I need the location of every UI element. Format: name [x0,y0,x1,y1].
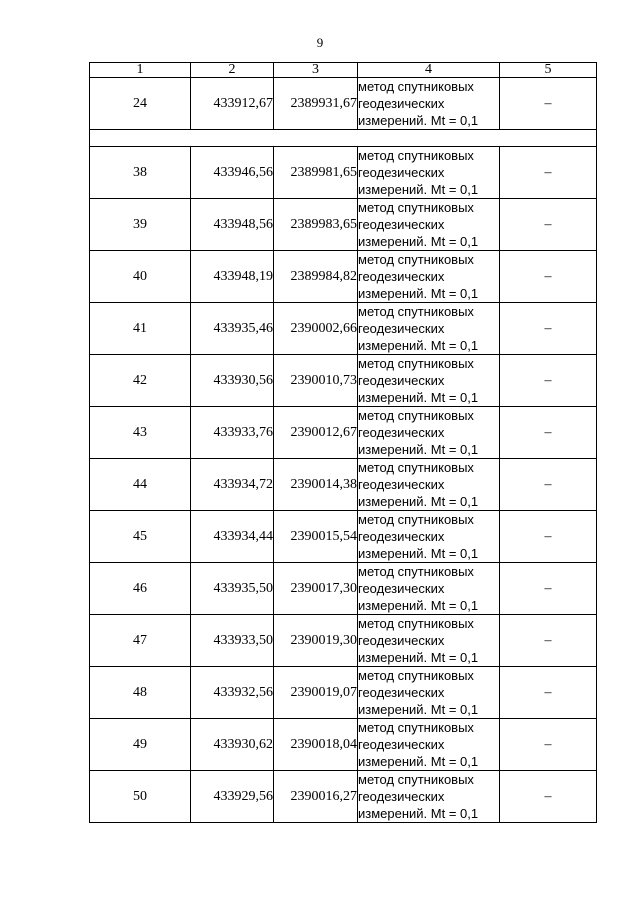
header-cell-5: 5 [500,63,597,78]
column-5-cell: – [500,147,597,199]
point-number-cell: 44 [90,459,191,511]
y-coordinate-cell: 2389931,67 [274,78,358,130]
table-row [90,407,597,459]
method-line: измерений. Mt = 0,1 [358,182,479,197]
header-cell-3: 3 [274,63,358,78]
method-line: метод спутниковых [358,512,474,527]
method-cell [358,511,500,563]
table-gap-row [90,130,597,147]
method-line: измерений. Mt = 0,1 [358,754,479,769]
method-line: геодезических [358,685,445,700]
y-coordinate-cell: 2390019,30 [274,615,358,667]
method-line: метод спутниковых [358,252,474,267]
y-coordinate-cell: 2390019,07 [274,667,358,719]
method-line: геодезических [358,789,445,804]
method-line: измерений. Mt = 0,1 [358,286,479,301]
y-coordinate-cell: 2390015,54 [274,511,358,563]
method-line: геодезических [358,477,445,492]
method-line: измерений. Mt = 0,1 [358,806,479,821]
table-header-row [90,63,597,78]
method-line: измерений. Mt = 0,1 [358,598,479,613]
y-coordinate-cell: 2390002,66 [274,303,358,355]
method-line: метод спутниковых [358,356,474,371]
method-line: геодезических [358,581,445,596]
method-line: метод спутниковых [358,668,474,683]
method-line: геодезических [358,321,445,336]
method-line: измерений. Mt = 0,1 [358,113,479,128]
method-cell [358,719,500,771]
table-row [90,355,597,407]
y-coordinate-cell: 2390014,38 [274,459,358,511]
method-line: метод спутниковых [358,200,474,215]
method-line: геодезических [358,96,445,111]
method-line: метод спутниковых [358,79,474,94]
column-5-cell: – [500,251,597,303]
method-cell [358,78,500,130]
method-cell [358,251,500,303]
point-number-cell: 39 [90,199,191,251]
table-row [90,615,597,667]
method-line: измерений. Mt = 0,1 [358,338,479,353]
y-coordinate-cell: 2389984,82 [274,251,358,303]
x-coordinate-cell: 433933,50 [191,615,274,667]
y-coordinate-cell: 2389983,65 [274,199,358,251]
method-line: метод спутниковых [358,408,474,423]
column-5-cell: – [500,199,597,251]
point-number-cell: 40 [90,251,191,303]
table-row [90,251,597,303]
point-number-cell: 49 [90,719,191,771]
method-line: геодезических [358,217,445,232]
column-5-cell: – [500,563,597,615]
x-coordinate-cell: 433935,50 [191,563,274,615]
table-row [90,511,597,563]
table-row [90,199,597,251]
method-line: измерений. Mt = 0,1 [358,546,479,561]
column-5-cell: – [500,303,597,355]
x-coordinate-cell: 433935,46 [191,303,274,355]
point-number-cell: 38 [90,147,191,199]
method-line: метод спутниковых [358,148,474,163]
column-5-cell: – [500,78,597,130]
column-5-cell: – [500,771,597,823]
method-line: измерений. Mt = 0,1 [358,650,479,665]
method-line: метод спутниковых [358,460,474,475]
point-number-cell: 42 [90,355,191,407]
point-number-cell: 46 [90,563,191,615]
table-row [90,303,597,355]
x-coordinate-cell: 433948,56 [191,199,274,251]
method-line: геодезических [358,165,445,180]
header-cell-4: 4 [358,63,500,78]
method-line: метод спутниковых [358,772,474,787]
method-line: метод спутниковых [358,720,474,735]
column-5-cell: – [500,719,597,771]
table-row [90,78,597,130]
column-5-cell: – [500,459,597,511]
method-line: измерений. Mt = 0,1 [358,234,479,249]
method-line: геодезических [358,269,445,284]
method-cell [358,615,500,667]
y-coordinate-cell: 2389981,65 [274,147,358,199]
method-line: геодезических [358,737,445,752]
point-number-cell: 43 [90,407,191,459]
method-line: измерений. Mt = 0,1 [358,494,479,509]
method-line: измерений. Mt = 0,1 [358,390,479,405]
point-number-cell: 47 [90,615,191,667]
method-cell [358,303,500,355]
method-line: метод спутниковых [358,564,474,579]
coordinates-table [89,62,597,823]
point-number-cell: 45 [90,511,191,563]
table-row [90,459,597,511]
table-row [90,667,597,719]
x-coordinate-cell: 433934,44 [191,511,274,563]
method-line: геодезических [358,373,445,388]
header-cell-2: 2 [191,63,274,78]
method-line: измерений. Mt = 0,1 [358,442,479,457]
y-coordinate-cell: 2390016,27 [274,771,358,823]
column-5-cell: – [500,511,597,563]
gap-cell [90,130,597,147]
point-number-cell: 48 [90,667,191,719]
page-number: 9 [316,35,324,50]
y-coordinate-cell: 2390018,04 [274,719,358,771]
x-coordinate-cell: 433912,67 [191,78,274,130]
y-coordinate-cell: 2390012,67 [274,407,358,459]
method-line: геодезических [358,633,445,648]
header-cell-1: 1 [90,63,191,78]
point-number-cell: 50 [90,771,191,823]
method-cell [358,147,500,199]
method-line: геодезических [358,529,445,544]
column-5-cell: – [500,615,597,667]
x-coordinate-cell: 433946,56 [191,147,274,199]
table-row [90,563,597,615]
method-cell [358,199,500,251]
x-coordinate-cell: 433932,56 [191,667,274,719]
table-row [90,771,597,823]
y-coordinate-cell: 2390017,30 [274,563,358,615]
method-cell [358,407,500,459]
point-number-cell: 41 [90,303,191,355]
method-cell [358,667,500,719]
y-coordinate-cell: 2390010,73 [274,355,358,407]
column-5-cell: – [500,355,597,407]
table-row [90,147,597,199]
column-5-cell: – [500,667,597,719]
method-cell [358,771,500,823]
x-coordinate-cell: 433930,56 [191,355,274,407]
method-line: измерений. Mt = 0,1 [358,702,479,717]
column-5-cell: – [500,407,597,459]
method-line: метод спутниковых [358,304,474,319]
x-coordinate-cell: 433933,76 [191,407,274,459]
method-cell [358,355,500,407]
x-coordinate-cell: 433948,19 [191,251,274,303]
method-cell [358,563,500,615]
x-coordinate-cell: 433930,62 [191,719,274,771]
method-cell [358,459,500,511]
point-number-cell: 24 [90,78,191,130]
x-coordinate-cell: 433934,72 [191,459,274,511]
x-coordinate-cell: 433929,56 [191,771,274,823]
method-line: геодезических [358,425,445,440]
method-line: метод спутниковых [358,616,474,631]
table-row [90,719,597,771]
